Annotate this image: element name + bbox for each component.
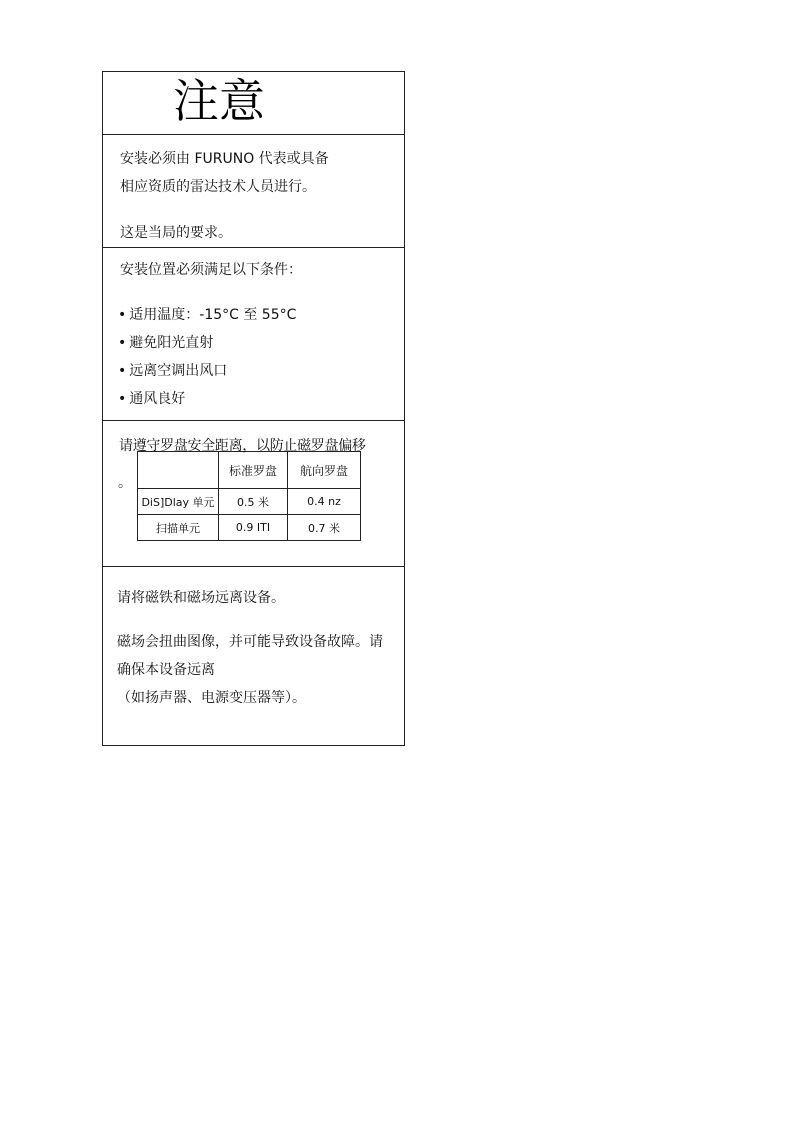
magnet-warning-line-3: 确保本设备远离 — [117, 662, 215, 678]
table-cell: 0.4 nz — [288, 489, 361, 515]
magnetic-field-section — [103, 567, 404, 745]
conditions-intro: 安装位置必须满足以下条件： — [120, 262, 302, 278]
notice-title: 注意 — [173, 74, 265, 128]
condition-item: • 适用温度：-15°C 至 55°C — [118, 307, 297, 323]
location-conditions-section — [103, 248, 404, 421]
condition-item: • 避免阳光直射 — [118, 335, 214, 351]
magnet-warning-line-2: 磁场会扭曲图像，并可能导致设备故障。请 — [117, 634, 383, 650]
table-cell: 扫描单元 — [138, 515, 219, 541]
authority-requirement-line: 这是当局的要求。 — [120, 225, 232, 241]
condition-item: • 远离空调出风口 — [118, 363, 228, 379]
table-cell: 0.9 ITI — [219, 515, 288, 541]
table-cell: DiS]Dlay 单元 — [138, 489, 219, 515]
table-header-row — [138, 452, 361, 489]
table-row — [138, 515, 361, 541]
compass-distance-table — [137, 451, 361, 541]
table-cell: 0.7 米 — [288, 515, 361, 541]
condition-item: • 通风良好 — [118, 391, 186, 407]
table-header-cell — [138, 452, 219, 489]
table-header-cell: 航向罗盘 — [288, 452, 361, 489]
installer-line-1: 安装必须由 FURUNO 代表或具备 — [120, 151, 329, 167]
compass-distance-period: 。 — [118, 475, 132, 491]
installer-line-2: 相应资质的雷达技术人员进行。 — [120, 179, 316, 195]
magnet-warning-line-4: （如扬声器、电源变压器等）。 — [117, 690, 306, 706]
table-row — [138, 489, 361, 515]
installer-requirement-section — [103, 134, 404, 248]
caution-notice-box — [102, 71, 405, 746]
table-header-cell: 标准罗盘 — [219, 452, 288, 489]
table-cell: 0.5 米 — [219, 489, 288, 515]
magnet-warning-line-1: 请将磁铁和磁场远离设备。 — [117, 590, 285, 606]
notice-header — [103, 72, 404, 135]
compass-distance-text: 请遵守罗盘安全距离，以防止磁罗盘偏移 — [119, 438, 366, 454]
compass-distance-section — [103, 421, 404, 567]
